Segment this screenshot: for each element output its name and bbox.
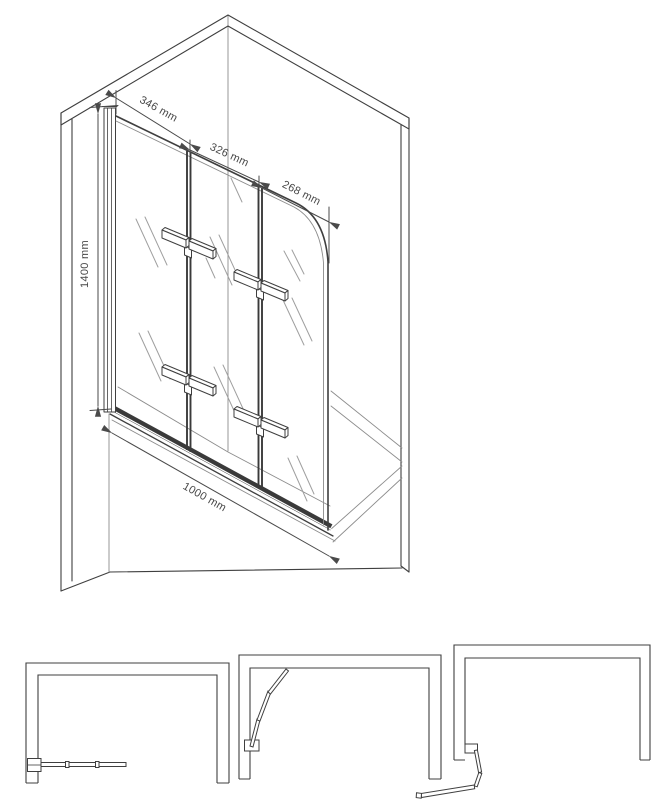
tub-rim-front-line [110, 414, 333, 536]
floor-line [110, 568, 402, 572]
plan3-panel-2 [474, 773, 482, 787]
dim-label-panel2: 326 mm [207, 141, 251, 170]
dimension-width [112, 433, 329, 556]
plan3-panel-end-cap [416, 793, 421, 798]
plan2-panel-3 [268, 669, 289, 694]
hinge-joint2-upper [234, 270, 288, 302]
panel-divider-1 [187, 151, 191, 452]
hinge-joint1-upper [162, 228, 216, 260]
plan1-joint-tick-1 [66, 762, 70, 768]
tub-rim-right-bottom [331, 406, 402, 462]
hinge-joint1-lower [162, 365, 216, 397]
tub-rim-right-top [331, 391, 402, 448]
dim-label-width: 1000 mm [180, 480, 229, 515]
plan-view-partially-folded [239, 655, 441, 779]
plan1-joint-tick-2 [96, 762, 100, 768]
bath-screen [103, 107, 336, 542]
dim-label-height: 1400 mm [79, 240, 91, 288]
hinges [162, 228, 288, 439]
dim-label-panel1: 346 mm [137, 94, 180, 125]
dim-label-panel3: 268 mm [280, 178, 323, 209]
plan1-screen-bar [41, 763, 126, 767]
dimension-panel2 [190, 141, 259, 189]
left-wall-bottom-edge [61, 572, 110, 591]
tub-rim-front-thin [112, 420, 335, 541]
plan2-walls [239, 655, 441, 779]
plan3-walls [454, 645, 650, 760]
tub-end-edge-upper [330, 466, 402, 530]
glass-reflections [136, 178, 314, 501]
tub-rim-back-edge [118, 387, 330, 506]
plan3-panel-1 [474, 750, 481, 773]
right-wall-bottom-edge [401, 566, 409, 572]
plan2-panel-2 [257, 691, 271, 721]
plan3-panel-3 [421, 785, 475, 798]
tub-end-edge-lower [333, 478, 402, 542]
panel-divider-2 [259, 186, 263, 489]
dimensions [79, 91, 329, 557]
plan-view-extended [26, 663, 229, 783]
plan-view-folded-out [416, 645, 650, 798]
plan-views [26, 645, 650, 798]
wall-profile [103, 107, 118, 413]
hinge-joint2-lower [234, 407, 288, 439]
